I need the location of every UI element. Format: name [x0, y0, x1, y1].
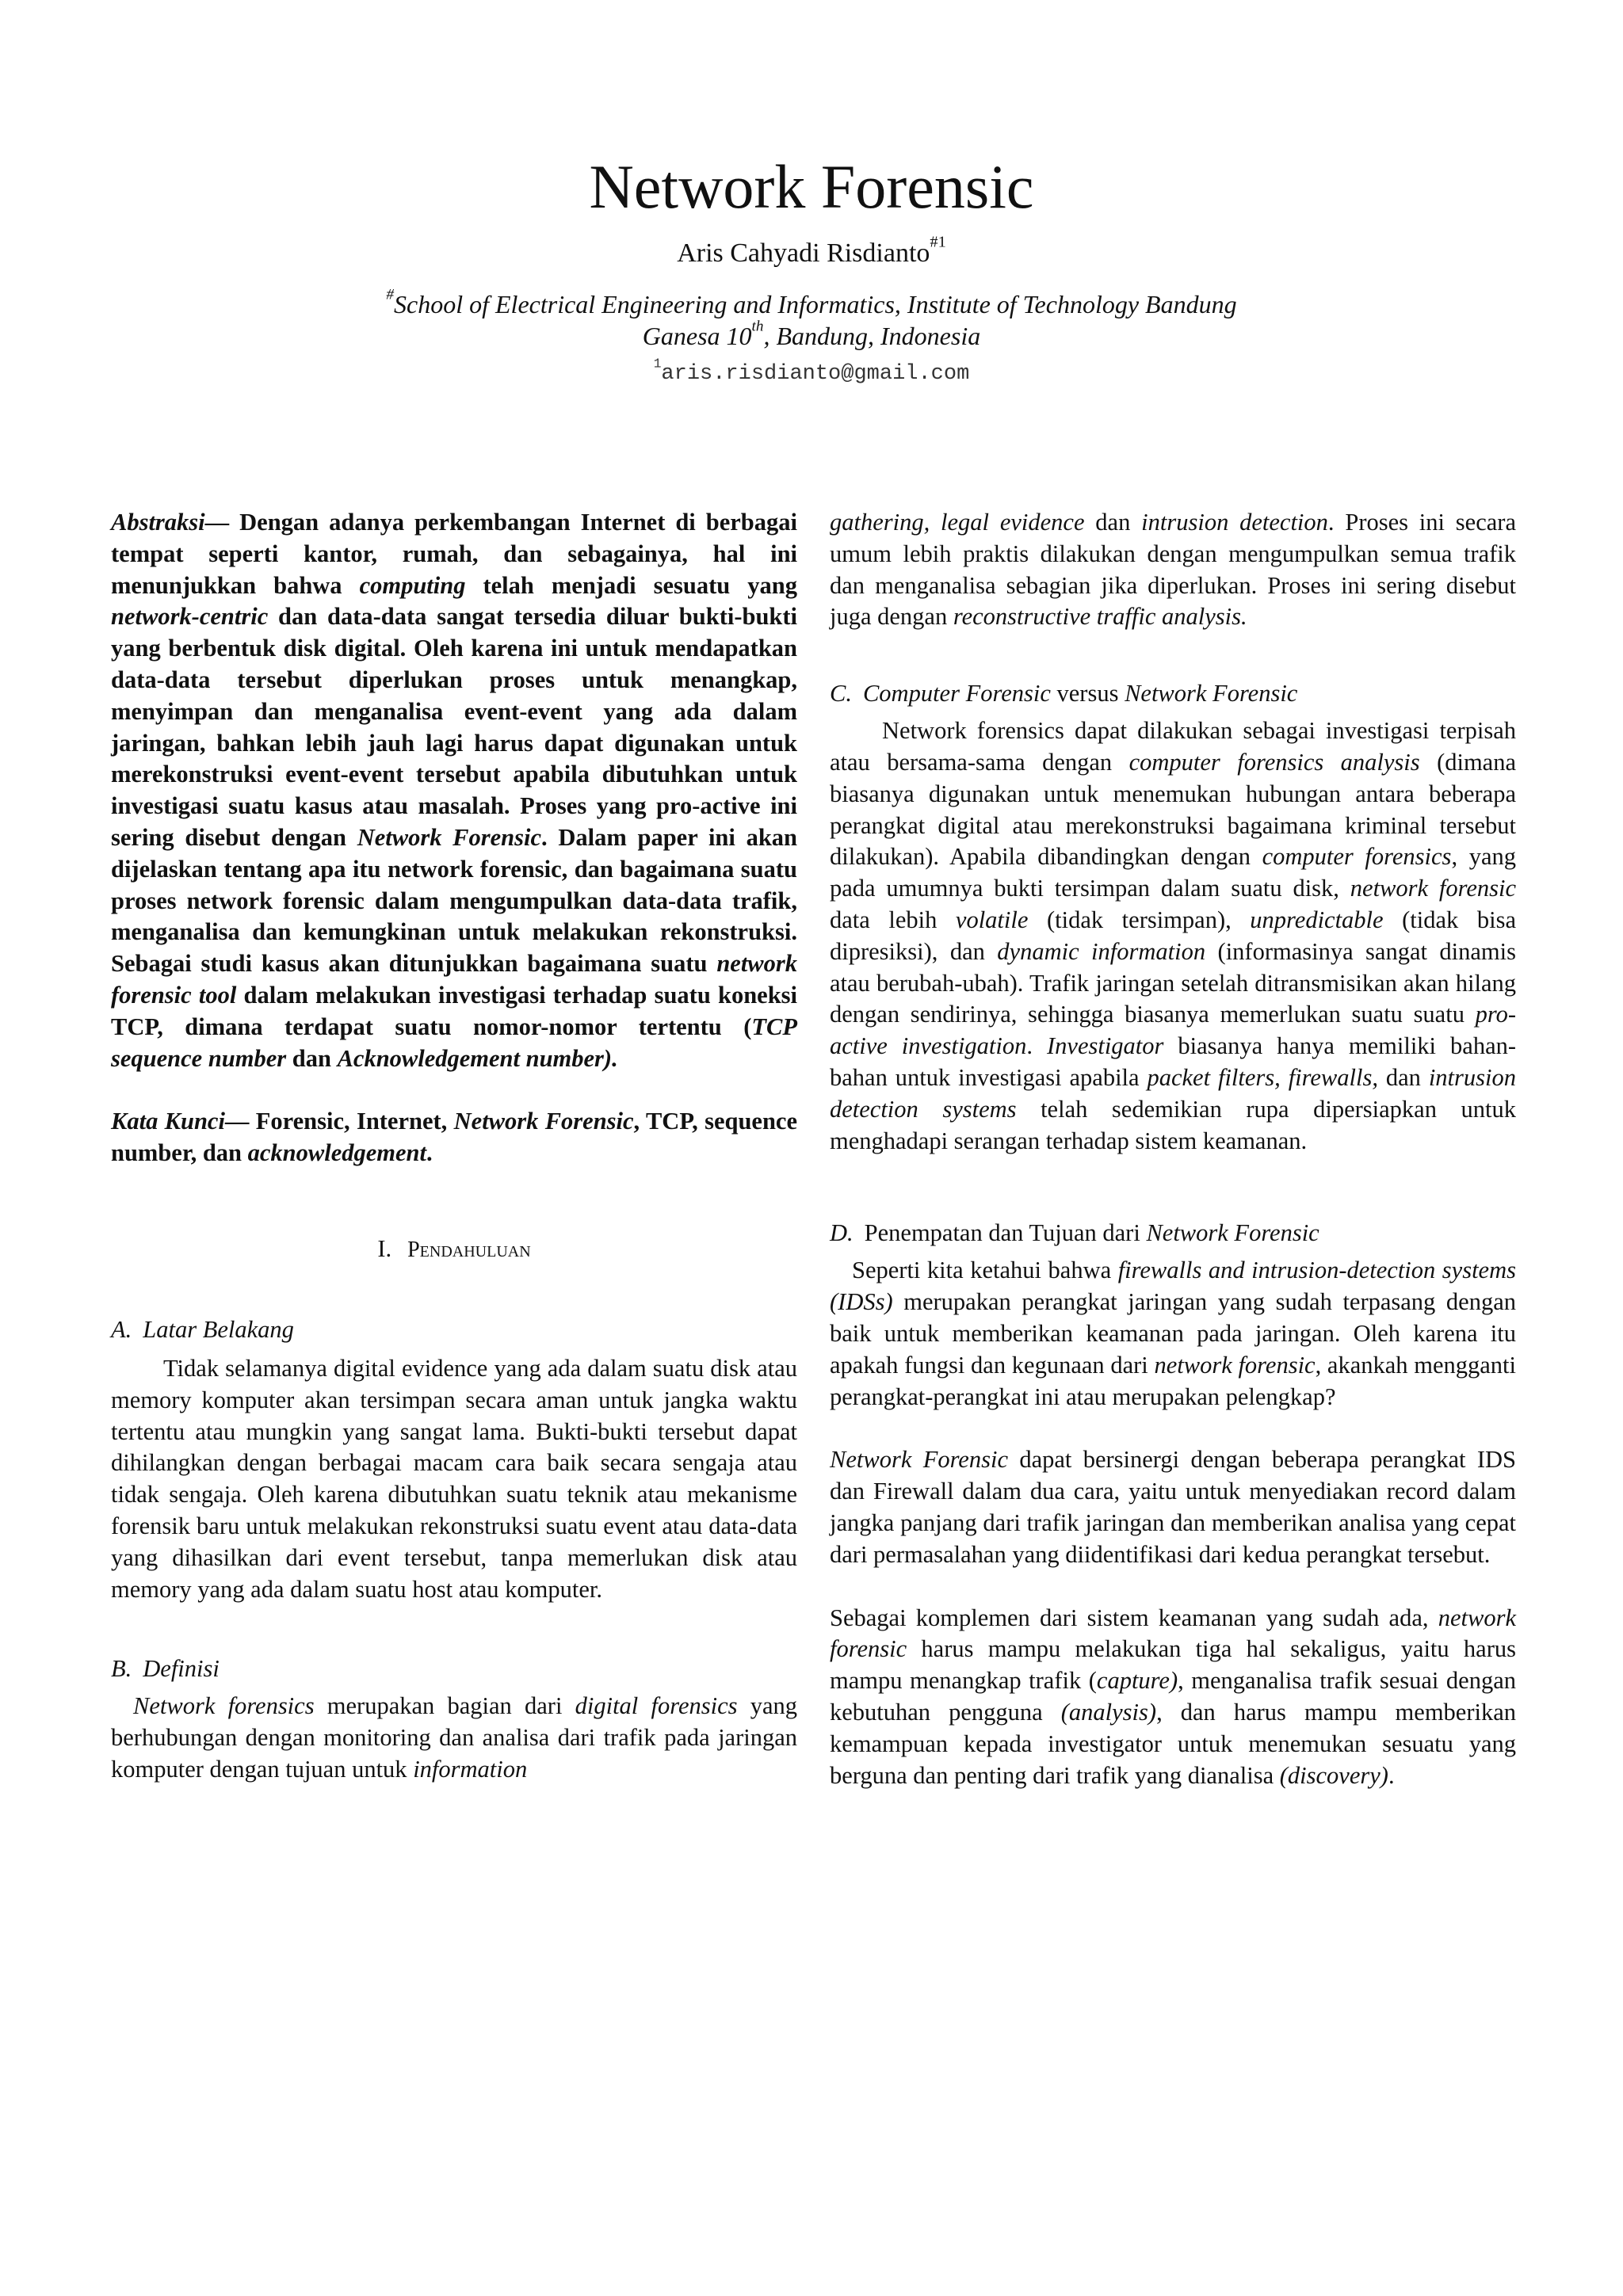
cvn-text: (dimana biasanya digunakan untuk menemukan hubungan antara beberapa perangkat digital atau merekonstruksi bagaimana kriminal tersebut dilakukan). Apabila dibandingkan dengan [830, 748, 1516, 871]
author-name: Aris Cahyadi Risdianto [677, 238, 930, 268]
penempatan-italic: (discovery) [1279, 1761, 1388, 1789]
subsection-letter: B. [111, 1655, 132, 1683]
cvn-italic: unpredictable [1250, 906, 1384, 933]
penempatan-italic: (analysis) [1060, 1698, 1157, 1726]
abstract-text: dan [286, 1044, 338, 1072]
penempatan-text: , menganalisa trafik sesuai dengan kebutuhan pengguna [830, 1667, 1516, 1726]
paragraph-latar-belakang: Tidak selamanya digital evidence yang ada dalam suatu disk atau memory komputer akan tersimpan secara aman untuk jangka waktu tertentu atau mungkin yang sangat lama. Bukti-bukti tersebut dapat dihilangkan dengan berbagai macam cara baik secara sengaja atau tidak sengaja. Oleh karena dibutuhkan suatu teknik atau mekanisme forensik baru untuk melakukan rekonstruksi suatu event atau data-data yang dihasilkan dari event tersebut, tanpa memerlukan disk atau memory yang ada dalam suatu host atau komputer. [111, 1354, 797, 1603]
abstract-italic: computing [359, 571, 466, 599]
abstract-italic: Network Forensic [357, 823, 542, 851]
keywords-text: Forensic, Internet, [255, 1108, 454, 1135]
subsection-title-part: Computer Forensic [862, 680, 1051, 707]
penempatan-text: , akankah mengganti perangkat-perangkat ini atau merupakan pelengkap? [830, 1351, 1516, 1410]
penempatan-italic: Network Forensic [830, 1446, 1008, 1474]
cvn-text: data lebih [830, 906, 956, 933]
cvn-italic: volatile [955, 906, 1029, 933]
cvn-text: . [1026, 1032, 1047, 1060]
keywords-italic: Network Forensic [453, 1108, 634, 1135]
subsection-letter: D. [830, 1219, 854, 1247]
affiliation-ordinal: th [751, 318, 764, 335]
cvn-italic: computer forensics analysis [1128, 748, 1420, 776]
definisi-italic-information: information [413, 1755, 528, 1783]
paragraph-definisi-part-2 [830, 507, 1516, 633]
penempatan-italic: network forensic [1154, 1351, 1316, 1379]
cvn-text: (informasinya sangat dinamis atau berubah-ubah). Trafik jaringan setelah ditransmisikan akan hilang dengan sendirinya, sehingga biasanya memerlukan suatu suatu [830, 937, 1516, 1028]
section-title: Pendahuluan [407, 1237, 531, 1262]
keywords-dash: — [224, 1108, 256, 1135]
abstract-italic: network forensic tool [111, 950, 797, 1009]
subsection-title-part: versus [1050, 680, 1125, 707]
definisi-italic: intrusion detection [1141, 509, 1328, 536]
abstract-italic: TCP sequence number [111, 1013, 797, 1072]
cvn-italic: computer forensics [1262, 843, 1452, 871]
cvn-italic: pro-active investigation [830, 1001, 1516, 1060]
author-line [0, 233, 1623, 271]
penempatan-italic: network forensic [830, 1604, 1516, 1663]
subsection-heading-definisi [111, 1653, 797, 1684]
keywords [111, 1106, 797, 1169]
cvn-text: , yang pada umumnya bukti tersimpan dalam suatu disk, [830, 843, 1516, 902]
definisi-italic: reconstructive traffic analysis. [953, 603, 1247, 631]
cvn-text: Network forensics dapat dilakukan sebagai investigasi terpisah atau bersama-sama dengan [830, 717, 1516, 776]
affiliation-city: , Bandung, Indonesia [763, 322, 981, 350]
subsection-title: Definisi [143, 1655, 220, 1683]
section-heading-pendahuluan [111, 1233, 797, 1266]
affiliation-line-1 [0, 288, 1623, 320]
definisi-text: dan [1084, 509, 1142, 536]
author-email [0, 358, 1623, 390]
email-address[interactable]: aris.risdianto@gmail.com [661, 362, 970, 386]
abstract-dash: — [204, 509, 240, 536]
subsection-title-part: Network Forensic [1125, 680, 1298, 707]
keywords-text: , TCP, sequence number, dan [111, 1108, 798, 1167]
abstract-text: Dengan adanya perkembangan Internet di berbagai tempat seperti kantor, rumah, dan sebagainya, hal ini menunjukkan bahwa [111, 509, 797, 599]
definisi-italic-gathering: gathering, legal evidence [830, 509, 1085, 536]
left-column [111, 507, 797, 1786]
paragraph-penempatan-2 [830, 1444, 1516, 1570]
definisi-italic: Network forensics [133, 1692, 315, 1720]
penempatan-text: , dan harus mampu memberikan kemampuan kepada investigator untuk menemukan sesuatu yang berguna dan penting dari trafik yang dianalisa [830, 1698, 1516, 1789]
subsection-letter: A. [111, 1315, 132, 1343]
keywords-text: . [426, 1139, 433, 1167]
subsection-heading-computer-vs-network [830, 677, 1516, 709]
subsection-letter: C. [830, 680, 852, 707]
subsection-title-part: Penempatan dan Tujuan dari [864, 1219, 1147, 1247]
definisi-text: yang berhubungan dengan monitoring dan analisa dari trafik pada jaringan komputer dengan tujuan untuk [111, 1692, 797, 1783]
paper-title: Network Forensic [589, 152, 1034, 221]
section-number: I. [377, 1234, 392, 1262]
penempatan-italic: firewalls and intrusion-detection systems (IDSs) [830, 1257, 1516, 1316]
abstract-text: telah menjadi sesuatu yang [465, 571, 797, 599]
paragraph-computer-vs-network [830, 715, 1516, 1157]
penempatan-italic: capture) [1096, 1667, 1178, 1695]
subsection-title: Latar Belakang [143, 1315, 294, 1343]
right-column [830, 507, 1516, 1791]
penempatan-text: merupakan perangkat jaringan yang sudah terpasang dengan baik untuk memberikan keamanan pada jaringan. Oleh karena itu apakah fungsi dan kegunaan dari [830, 1288, 1516, 1379]
paragraph-definisi-part-1 [111, 1691, 797, 1785]
keywords-italic: acknowledgement [247, 1139, 426, 1167]
cvn-italic: network forensic [1350, 875, 1517, 902]
abstract [111, 507, 797, 1074]
penempatan-text: Seperti kita ketahui bahwa [852, 1257, 1118, 1284]
penempatan-text: . [1388, 1761, 1395, 1789]
cvn-text: (tidak tersimpan), [1028, 906, 1251, 933]
abstract-text: dan data-data sangat tersedia diluar bukti-bukti yang berbentuk disk digital. Oleh karena ini untuk mendapatkan data-data tersebut diperlukan proses untuk menangkap, menyimpan dan menganalisa event-event yang ada dalam jaringan, bahkan lebih jauh lagi harus dapat digunakan untuk merekonstruksi event-event tersebut apabila dibutuhkan untuk investigasi suatu kasus atau masalah. Proses yang pro-active ini sering disebut dengan [111, 603, 797, 851]
email-superscript: 1 [653, 357, 662, 372]
penempatan-text: dapat bersinergi dengan beberapa perangkat IDS dan Firewall dalam dua cara, yaitu untuk menyediakan record dalam jangka panjang dari trafik jaringan dan memberikan analisa yang cepat dari permasalahan yang diidentifikasi dari kedua perangkat tersebut. [830, 1446, 1516, 1568]
definisi-italic: digital forensics [575, 1692, 738, 1720]
cvn-text: (tidak bisa dipresiksi), dan [830, 906, 1516, 965]
keywords-label: Kata Kunci [111, 1108, 225, 1135]
cvn-text: telah sedemikian rupa dipersiapkan untuk menghadapi serangan terhadap sistem keamanan. [830, 1095, 1516, 1154]
cvn-text: dan [1377, 1063, 1429, 1091]
author-superscript: #1 [930, 233, 946, 251]
cvn-italic: dynamic information [997, 937, 1206, 965]
definisi-text: . Proses ini secara umum lebih praktis dilakukan dengan mengumpulkan semua trafik dan menganalisa sebagian jika diperlukan. Proses ini sering disebut juga dengan [830, 509, 1516, 631]
abstract-label: Abstraksi [111, 509, 205, 536]
affiliation-street: Ganesa 10 [642, 322, 752, 350]
affiliation-superscript: # [386, 286, 395, 303]
cvn-text: biasanya hanya memiliki bahan-bahan untuk investigasi apabila [830, 1032, 1517, 1091]
cvn-italic: intrusion detection systems [830, 1063, 1516, 1123]
subsection-title-part: Network Forensic [1146, 1219, 1319, 1247]
subsection-heading-penempatan [830, 1217, 1516, 1249]
affiliation-text: School of Electrical Engineering and Informatics, Institute of Technology Bandung [394, 290, 1237, 318]
paragraph-penempatan-1 [830, 1255, 1516, 1413]
abstract-italic: Acknowledgement number). [337, 1044, 618, 1072]
definisi-text: merupakan bagian dari [314, 1692, 575, 1720]
penempatan-text: Sebagai komplemen dari sistem keamanan yang sudah ada, [830, 1604, 1438, 1631]
abstract-text: dalam melakukan investigasi terhadap suatu koneksi TCP, dimana terdapat suatu nomor-nomor tertentu ( [111, 981, 797, 1040]
subsection-heading-latar-belakang [111, 1314, 797, 1345]
abstract-text: . Dalam paper ini akan dijelaskan tentang apa itu network forensic, dan bagaimana suatu proses network forensic dalam mengumpulkan data-data trafik, menganalisa dan kemungkinan untuk melakukan rekonstruksi. Sebagai studi kasus akan ditunjukkan bagaimana suatu [111, 823, 798, 978]
paragraph-penempatan-3 [830, 1603, 1516, 1792]
abstract-italic: network-centric [111, 603, 269, 631]
cvn-italic: packet filters, firewalls, [1147, 1063, 1378, 1091]
cvn-italic: Investigator [1047, 1032, 1164, 1060]
affiliation-line-2 [0, 320, 1623, 352]
penempatan-text: harus mampu melakukan tiga hal sekaligus, yaitu harus mampu menangkap trafik ( [830, 1635, 1516, 1695]
